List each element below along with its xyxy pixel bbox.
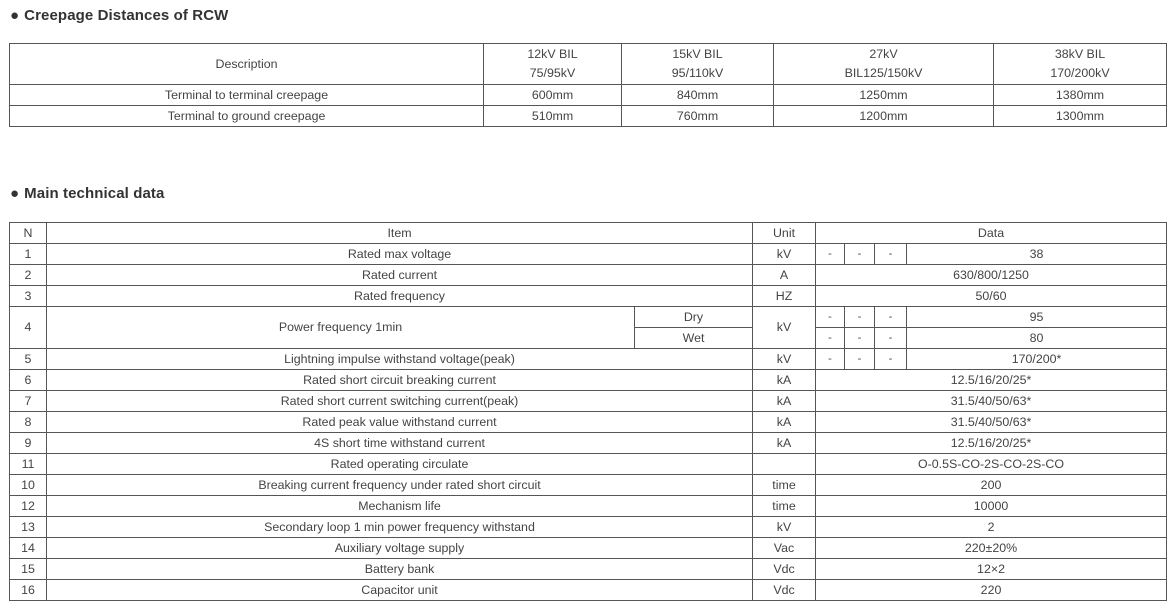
- row-item: Auxiliary voltage supply: [47, 538, 753, 559]
- row-number: 12: [10, 496, 47, 517]
- row-item: Mechanism life: [47, 496, 753, 517]
- row-item: Rated peak value withstand current: [47, 412, 753, 433]
- row-data-dry: 95: [907, 307, 1167, 328]
- row-unit: Vdc: [753, 580, 816, 601]
- row-unit: kV: [753, 307, 816, 349]
- row-number: 3: [10, 286, 47, 307]
- row-number: 15: [10, 559, 47, 580]
- row-item: Power frequency 1min: [47, 307, 635, 349]
- column-header-27kv: 27kV BIL125/150kV: [774, 44, 994, 85]
- row-number: 9: [10, 433, 47, 454]
- table-row: [10, 538, 1167, 559]
- creepage-table: [9, 43, 1167, 127]
- row-unit: Vac: [753, 538, 816, 559]
- row-unit: kV: [753, 244, 816, 265]
- row-data: 170/200*: [907, 349, 1167, 370]
- column-header-15kv: 15kV BIL 95/110kV: [622, 44, 774, 85]
- row-data-wet: 80: [907, 328, 1167, 349]
- row-item: Secondary loop 1 min power frequency withstand: [47, 517, 753, 538]
- dash-cell: -: [845, 307, 875, 328]
- row-item: Breaking current frequency under rated short circuit: [47, 475, 753, 496]
- dash-cell: -: [816, 328, 845, 349]
- table-header-row: [10, 223, 1167, 244]
- row-unit: Vdc: [753, 559, 816, 580]
- table-row: [10, 244, 1167, 265]
- row-subitem-dry: Dry: [635, 307, 753, 328]
- row-data: 200: [816, 475, 1167, 496]
- row-data: 50/60: [816, 286, 1167, 307]
- table-row: [10, 496, 1167, 517]
- row-item: Lightning impulse withstand voltage(peak): [47, 349, 753, 370]
- row-item: Rated current: [47, 265, 753, 286]
- row-label: Terminal to terminal creepage: [10, 85, 484, 106]
- row-data: 10000: [816, 496, 1167, 517]
- dash-cell: -: [875, 328, 907, 349]
- section-title-text: Main technical data: [24, 185, 165, 202]
- table-row: [10, 286, 1167, 307]
- table-row: [10, 475, 1167, 496]
- row-unit: kA: [753, 370, 816, 391]
- row-number: 11: [10, 454, 47, 475]
- row-label: Terminal to ground creepage: [10, 106, 484, 127]
- dash-cell: -: [875, 244, 907, 265]
- row-number: 6: [10, 370, 47, 391]
- technical-data-table: [9, 222, 1167, 601]
- table-row: [10, 517, 1167, 538]
- row-data: 12.5/16/20/25*: [816, 370, 1167, 391]
- table-row: [10, 433, 1167, 454]
- row-data: 220: [816, 580, 1167, 601]
- table-row: [10, 559, 1167, 580]
- table-row: [10, 370, 1167, 391]
- row-number: 10: [10, 475, 47, 496]
- row-item: Rated short circuit breaking current: [47, 370, 753, 391]
- row-data: 2: [816, 517, 1167, 538]
- row-data: 12.5/16/20/25*: [816, 433, 1167, 454]
- cell-value: 1250mm: [774, 85, 994, 106]
- row-unit: time: [753, 475, 816, 496]
- row-unit: [753, 454, 816, 475]
- table-row: [10, 349, 1167, 370]
- row-unit: kA: [753, 412, 816, 433]
- dash-cell: -: [845, 244, 875, 265]
- row-number: 14: [10, 538, 47, 559]
- bullet-icon: ●: [10, 185, 20, 202]
- row-unit: time: [753, 496, 816, 517]
- table-row: [10, 85, 1167, 106]
- row-item: Battery bank: [47, 559, 753, 580]
- dash-cell: -: [875, 349, 907, 370]
- cell-value: 600mm: [484, 85, 622, 106]
- creepage-section-title: [10, 7, 228, 24]
- row-item: Capacitor unit: [47, 580, 753, 601]
- row-data: 38: [907, 244, 1167, 265]
- table-header-row: [10, 44, 1167, 85]
- section-title-text: Creepage Distances of RCW: [24, 7, 229, 24]
- row-data: 31.5/40/50/63*: [816, 391, 1167, 412]
- n-header: N: [10, 223, 47, 244]
- cell-value: 760mm: [622, 106, 774, 127]
- row-number: 8: [10, 412, 47, 433]
- table-row: [10, 106, 1167, 127]
- row-unit: kV: [753, 517, 816, 538]
- table-row: [10, 454, 1167, 475]
- row-item: Rated max voltage: [47, 244, 753, 265]
- cell-value: 1200mm: [774, 106, 994, 127]
- unit-header: Unit: [753, 223, 816, 244]
- table-row: [10, 265, 1167, 286]
- cell-value: 1300mm: [994, 106, 1167, 127]
- table-row: [10, 412, 1167, 433]
- dash-cell: -: [816, 244, 845, 265]
- dash-cell: -: [875, 307, 907, 328]
- data-header: Data: [816, 223, 1167, 244]
- row-data: 31.5/40/50/63*: [816, 412, 1167, 433]
- bullet-icon: ●: [10, 7, 20, 24]
- cell-value: 840mm: [622, 85, 774, 106]
- item-header: Item: [47, 223, 753, 244]
- technical-data-section-title: [10, 185, 164, 202]
- row-item: Rated short current switching current(peak): [47, 391, 753, 412]
- description-header: Description: [10, 44, 484, 85]
- row-number: 5: [10, 349, 47, 370]
- row-number: 16: [10, 580, 47, 601]
- row-number: 13: [10, 517, 47, 538]
- dash-cell: -: [816, 307, 845, 328]
- row-unit: HZ: [753, 286, 816, 307]
- table-row: [10, 391, 1167, 412]
- cell-value: 1380mm: [994, 85, 1167, 106]
- dash-cell: -: [845, 328, 875, 349]
- row-data: 12×2: [816, 559, 1167, 580]
- row-unit: kA: [753, 391, 816, 412]
- table-row: [10, 307, 1167, 328]
- row-unit: A: [753, 265, 816, 286]
- row-item: Rated frequency: [47, 286, 753, 307]
- dash-cell: -: [845, 349, 875, 370]
- row-data: O-0.5S-CO-2S-CO-2S-CO: [816, 454, 1167, 475]
- row-number: 2: [10, 265, 47, 286]
- row-data: 220±20%: [816, 538, 1167, 559]
- cell-value: 510mm: [484, 106, 622, 127]
- row-data: 630/800/1250: [816, 265, 1167, 286]
- row-item: Rated operating circulate: [47, 454, 753, 475]
- row-unit: kV: [753, 349, 816, 370]
- table-row: [10, 580, 1167, 601]
- row-subitem-wet: Wet: [635, 328, 753, 349]
- dash-cell: -: [816, 349, 845, 370]
- row-number: 4: [10, 307, 47, 349]
- row-unit: kA: [753, 433, 816, 454]
- column-header-12kv: 12kV BIL 75/95kV: [484, 44, 622, 85]
- column-header-38kv: 38kV BIL 170/200kV: [994, 44, 1167, 85]
- row-number: 7: [10, 391, 47, 412]
- row-item: 4S short time withstand current: [47, 433, 753, 454]
- row-number: 1: [10, 244, 47, 265]
